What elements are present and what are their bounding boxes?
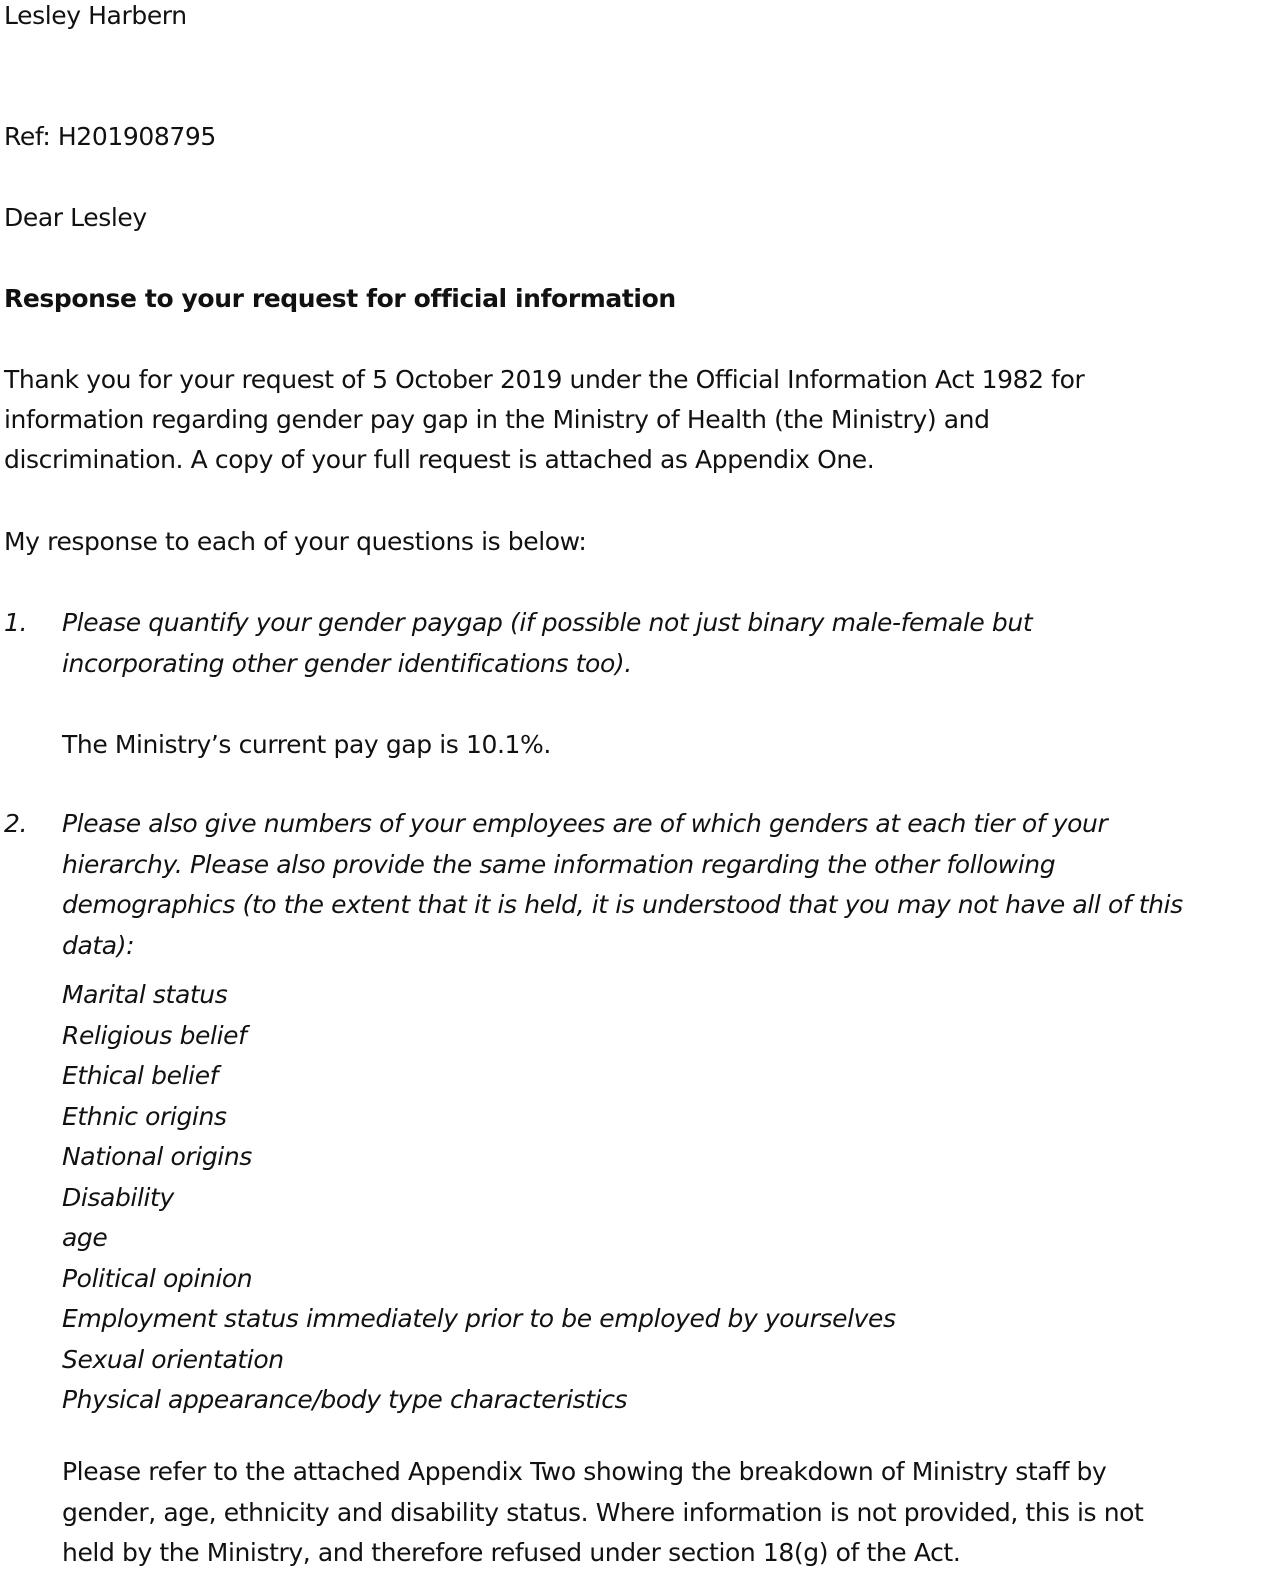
demographic-item: Political opinion — [62, 1263, 253, 1293]
question-line: data): — [62, 930, 135, 960]
salutation: Dear Lesley — [4, 203, 147, 232]
question-line: hierarchy. Please also provide the same information regarding the other following — [62, 849, 1056, 879]
intro-line: discrimination. A copy of your full request is attached as Appendix One. — [4, 445, 875, 474]
answer-line: The Ministry’s current pay gap is 10.1%. — [62, 730, 551, 759]
demographic-item: Sexual orientation — [62, 1344, 284, 1374]
demographic-item: Religious belief — [62, 1020, 247, 1050]
demographic-item: Physical appearance/body type characteristics — [62, 1385, 628, 1414]
intro-line: information regarding gender pay gap in the Ministry of Health (the Ministry) and — [4, 405, 990, 434]
demographic-item: Employment status immediately prior to be employed by yourselves — [62, 1304, 896, 1333]
question-line: incorporating other gender identifications too). — [62, 648, 632, 678]
answer-line: held by the Ministry, and therefore refused under section 18(g) of the Act. — [62, 1538, 961, 1567]
intro-paragraph — [4, 360, 1259, 480]
question-text — [62, 603, 1032, 684]
answer-text — [62, 725, 551, 766]
question-number: 2. — [4, 809, 28, 838]
answer-text — [62, 1452, 1143, 1574]
recipient-name: Lesley Harbern — [4, 1, 187, 30]
question-text — [62, 804, 1183, 966]
letter-heading: Response to your request for official information — [4, 284, 676, 313]
question-number: 1. — [4, 608, 28, 637]
demographic-item: Ethical belief — [62, 1061, 219, 1090]
question-line: Please quantify your gender paygap (if possible not just binary male-female but — [62, 608, 1033, 637]
answer-line: gender, age, ethnicity and disability status. Where information is not provided, this is not — [62, 1497, 1144, 1527]
demographics-list — [62, 975, 896, 1421]
demographic-item: Disability — [62, 1182, 174, 1212]
demographic-item: National origins — [62, 1142, 252, 1171]
demographic-item: Marital status — [62, 980, 228, 1009]
question-line: demographics (to the extent that it is held, it is understood that you may not have all of this — [62, 890, 1183, 919]
reference-number: Ref: H201908795 — [4, 122, 216, 151]
question-line: Please also give numbers of your employees are of which genders at each tier of your — [62, 809, 1108, 838]
response-intro: My response to each of your questions is below: — [4, 527, 587, 556]
answer-line: Please refer to the attached Appendix Two showing the breakdown of Ministry staff by — [62, 1457, 1107, 1486]
demographic-item: age — [62, 1223, 108, 1252]
demographic-item: Ethnic origins — [62, 1101, 227, 1131]
intro-line: Thank you for your request of 5 October 2019 under the Official Information Act 1982 for — [4, 365, 1085, 394]
